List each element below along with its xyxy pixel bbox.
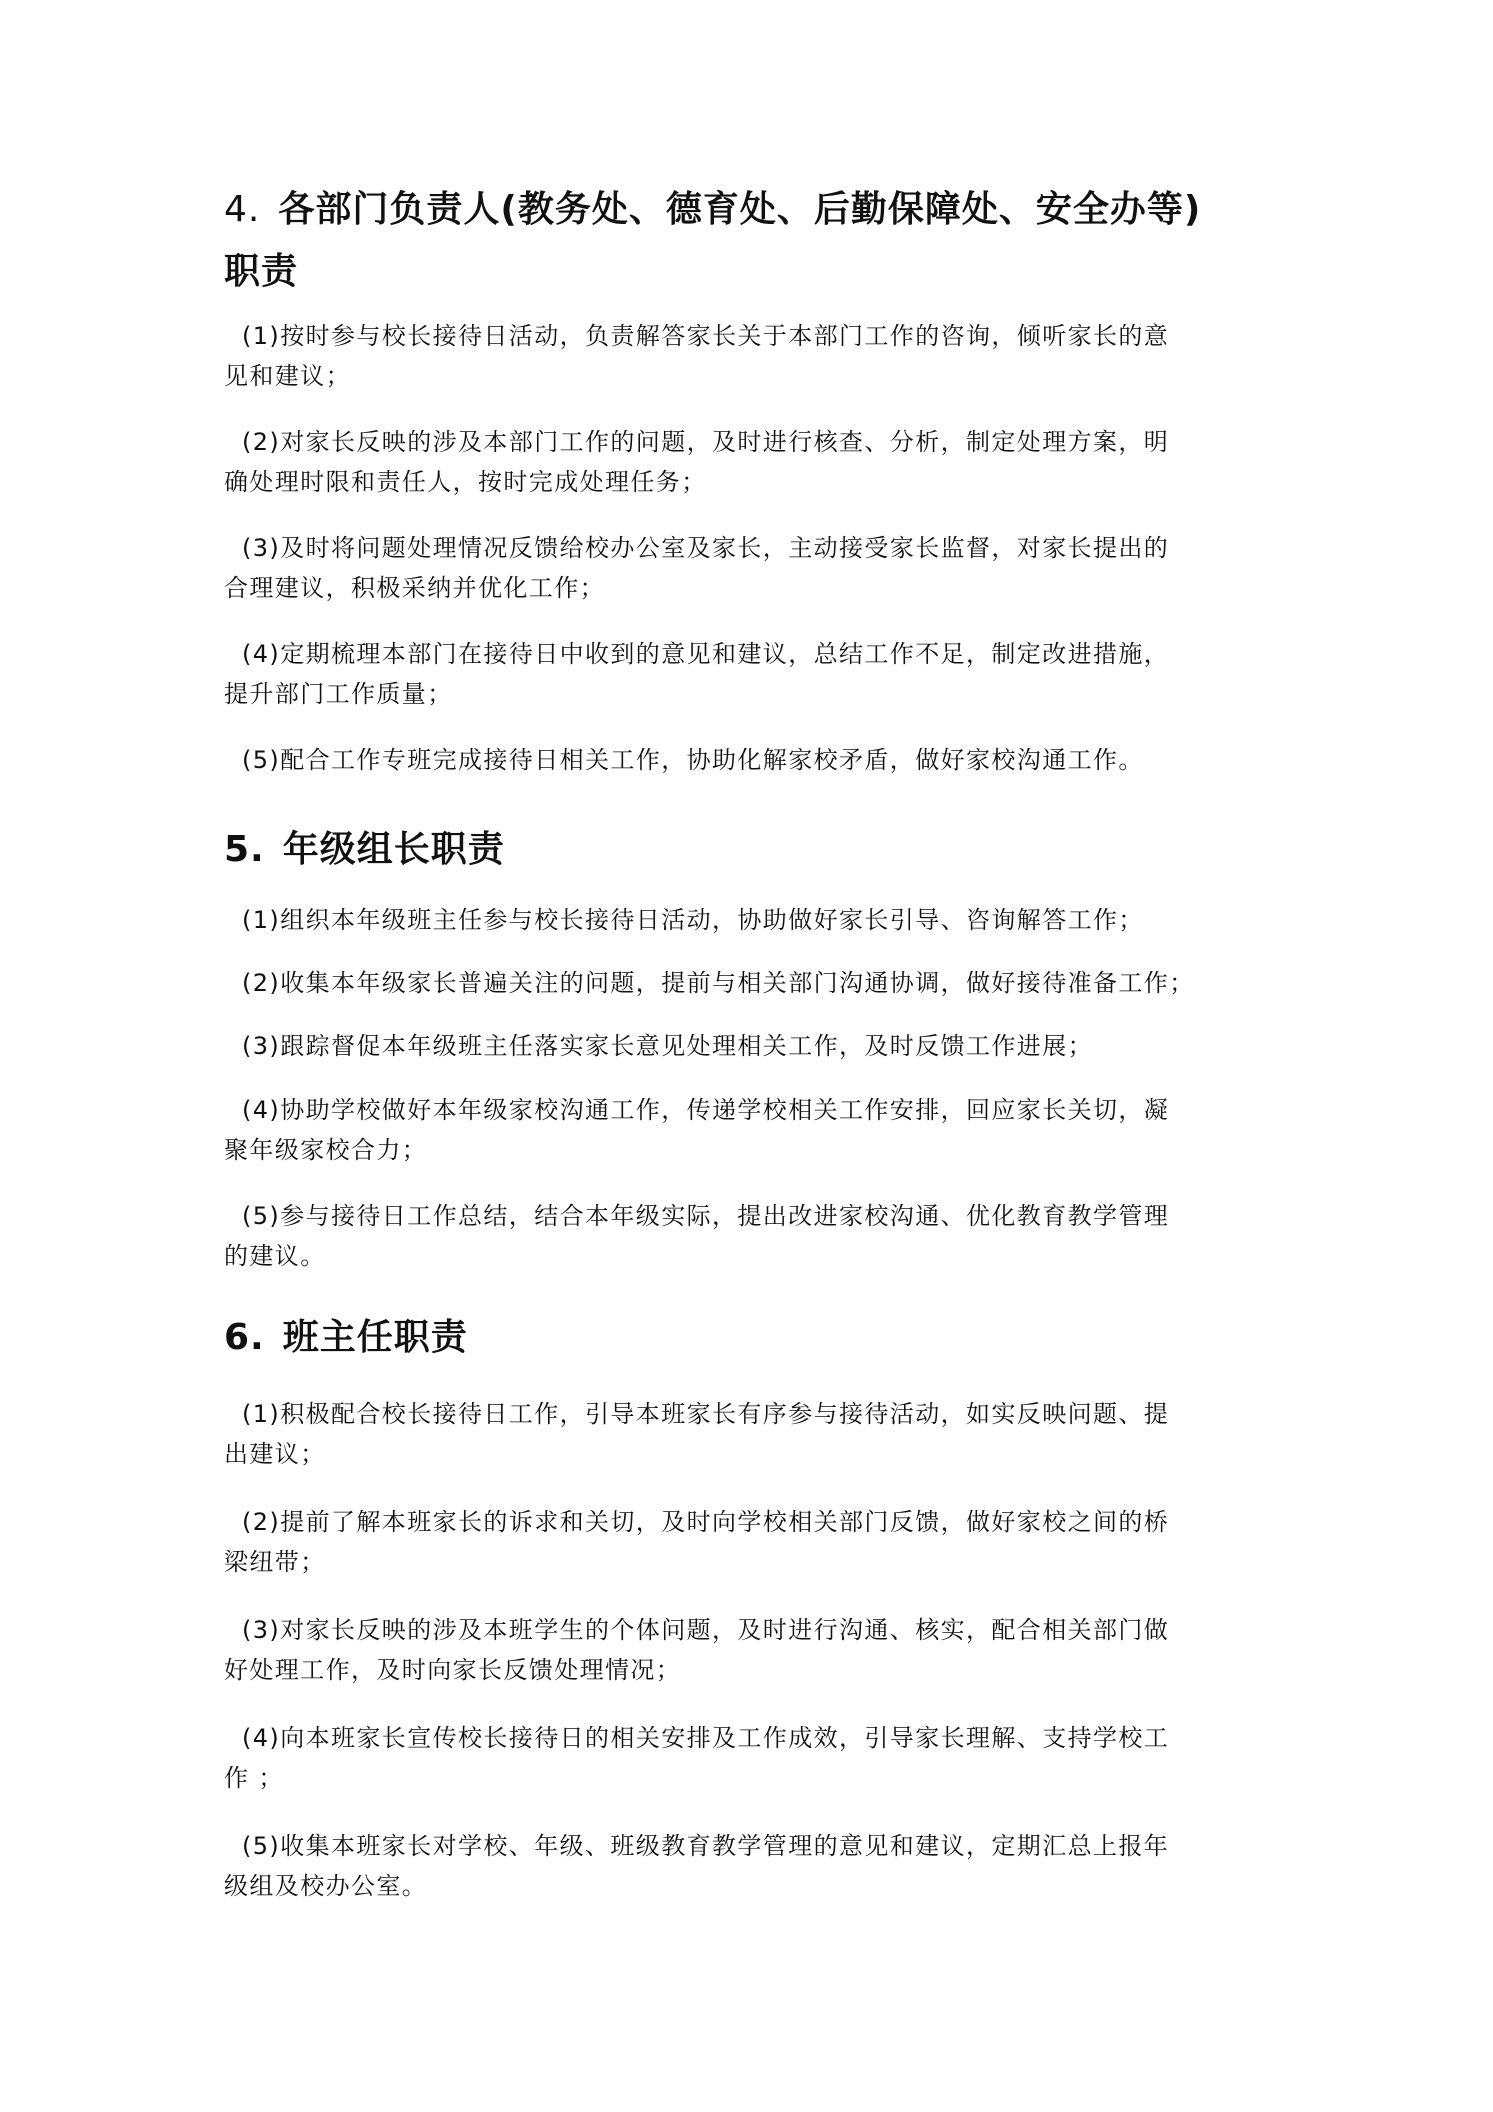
text-line: (2)收集本年级家长普遍关注的问题，提前与相关部门沟通协调，做好接待准备工作；	[242, 969, 1195, 997]
section-4-item-1	[224, 316, 1289, 396]
text-line: 作 ；	[224, 1764, 284, 1792]
text-line: (1)组织本年级班主任参与校长接待日活动，协助做好家长引导、咨询解答工作；	[242, 906, 1144, 934]
section-number: 5.	[224, 829, 265, 870]
section-4-heading-cont	[224, 244, 298, 300]
section-6-item-3	[224, 1610, 1289, 1690]
text-line: (1)积极配合校长接待日工作，引导本班家长有序参与接待活动，如实反映问题、提	[242, 1400, 1170, 1428]
section-5-item-5	[224, 1196, 1289, 1276]
text-line: (3)及时将问题处理情况反馈给校办公室及家长，主动接受家长监督，对家长提出的	[242, 534, 1170, 562]
text-line: (3)跟踪督促本年级班主任落实家长意见处理相关工作，及时反馈工作进展；	[242, 1032, 1093, 1060]
section-title-cont: 职责	[224, 251, 299, 292]
section-number: 6.	[224, 1317, 265, 1358]
text-line: (5)收集本班家长对学校、年级、班级教育教学管理的意见和建议，定期汇总上报年	[242, 1832, 1170, 1860]
section-4-item-3	[224, 528, 1289, 608]
text-line: 出建议；	[224, 1440, 326, 1468]
text-line: 聚年级家校合力；	[224, 1136, 428, 1164]
section-6-item-1	[224, 1394, 1289, 1474]
text-line: 提升部门工作质量；	[224, 680, 453, 708]
section-4-item-4	[224, 634, 1289, 714]
section-6-heading	[224, 1310, 468, 1366]
section-5-heading	[224, 822, 505, 878]
text-line: (5)配合工作专班完成接待日相关工作，协助化解家校矛盾，做好家校沟通工作。	[242, 746, 1144, 774]
text-line: (4)定期梳理本部门在接待日中收到的意见和建议，总结工作不足，制定改进措施，	[242, 640, 1170, 668]
text-line: 确处理时限和责任人，按时完成处理任务；	[224, 468, 707, 496]
section-4-heading	[224, 182, 1201, 238]
text-line: (1)按时参与校长接待日活动，负责解答家长关于本部门工作的咨询，倾听家长的意	[242, 322, 1170, 350]
section-title: 各部门负责人(教务处、德育处、后勤保障处、安全办等)	[278, 189, 1202, 230]
section-5-item-4	[224, 1090, 1289, 1170]
text-line: 级组及校办公室。	[224, 1872, 428, 1900]
section-6-item-2	[224, 1502, 1289, 1582]
section-title: 年级组长职责	[282, 829, 505, 870]
text-line: (2)对家长反映的涉及本部门工作的问题，及时进行核查、分析，制定处理方案，明	[242, 428, 1170, 456]
section-title: 班主任职责	[282, 1317, 468, 1358]
section-5-item-2	[224, 963, 1289, 1003]
section-5-item-3	[224, 1026, 1289, 1066]
section-number: 4.	[224, 189, 261, 230]
section-4-item-5	[224, 740, 1289, 780]
text-line: (2)提前了解本班家长的诉求和关切，及时向学校相关部门反馈，做好家校之间的桥	[242, 1508, 1170, 1536]
text-line: (4)协助学校做好本年级家校沟通工作，传递学校相关工作安排，回应家长关切，凝	[242, 1096, 1170, 1124]
section-6-item-5	[224, 1826, 1289, 1906]
text-line: (3)对家长反映的涉及本班学生的个体问题，及时进行沟通、核实，配合相关部门做	[242, 1616, 1170, 1644]
section-6-item-4	[224, 1718, 1289, 1798]
section-5-item-1	[224, 900, 1289, 940]
text-line: 见和建议；	[224, 362, 351, 390]
text-line: (4)向本班家长宣传校长接待日的相关安排及工作成效，引导家长理解、支持学校工	[242, 1724, 1170, 1752]
section-4-item-2	[224, 422, 1289, 502]
text-line: (5)参与接待日工作总结，结合本年级实际，提出改进家校沟通、优化教育教学管理	[242, 1202, 1170, 1230]
text-line: 合理建议，积极采纳并优化工作；	[224, 574, 605, 602]
text-line: 好处理工作，及时向家长反馈处理情况；	[224, 1656, 682, 1684]
text-line: 梁纽带；	[224, 1548, 326, 1576]
text-line: 的建议。	[224, 1242, 326, 1270]
